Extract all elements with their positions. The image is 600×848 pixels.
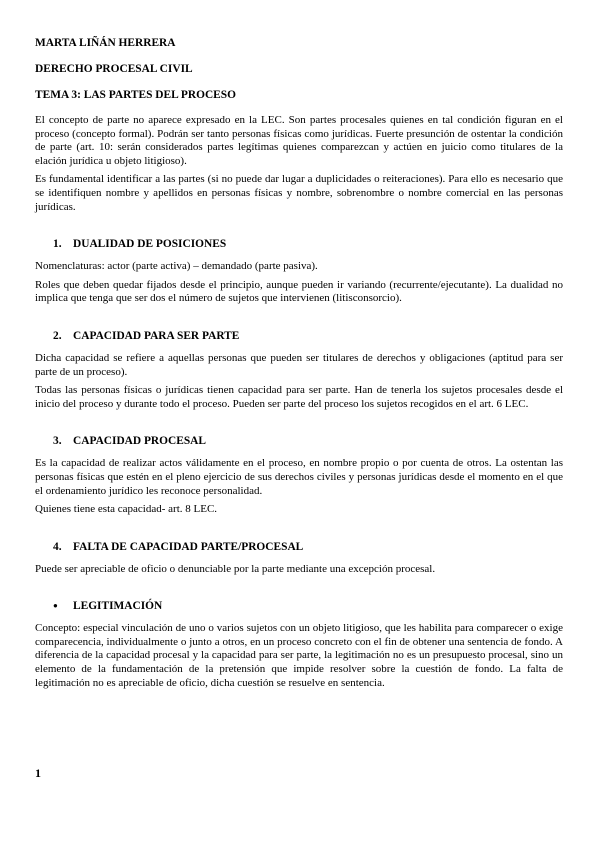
section-title: FALTA DE CAPACIDAD PARTE/PROCESAL xyxy=(73,540,304,553)
section-paragraph: Es la capacidad de realizar actos válidamente en el proceso, en nombre propio o por cuenta de otros. La ostentan las personas físicas que estén en el pleno ejercicio de sus derechos civiles y personas jurídicas desde el momento en el que el ordenamiento jurídico les reconoce personalidad. xyxy=(35,457,563,497)
document-page xyxy=(35,36,563,695)
section-title: CAPACIDAD PROCESAL xyxy=(73,435,206,448)
section-number: 2. xyxy=(53,329,62,342)
section-paragraph: Puede ser apreciable de oficio o denunciable por la parte mediante una excepción procesal. xyxy=(35,562,436,575)
intro-paragraph: El concepto de parte no aparece expresado en la LEC. Son partes procesales quienes en tal condición figuran en el proceso (concepto formal). Podrán ser tanto personas físicas como jurídicas. Fuerte presunción de ostentar la condición de parte (art. 10: serán considerados partes legítimas quienes comparezcan y actúen en juicio como titulares de la elación jurídica u objeto litigioso). xyxy=(35,114,563,167)
intro-paragraph: Es fundamental identificar a las partes (si no puede dar lugar a duplicidades o reiteraciones). Para ello es necesario que se identifiquen nombre y apellidos en personas físicas y nombre, sobrenombre o nombre comercial en las personas jurídicas. xyxy=(35,173,563,213)
section-heading-capacidad-procesal xyxy=(35,434,563,448)
subject-title: DERECHO PROCESAL CIVIL xyxy=(35,63,193,75)
section-title: CAPACIDAD PARA SER PARTE xyxy=(73,329,240,342)
section-title: DUALIDAD DE POSICIONES xyxy=(73,238,227,251)
section-paragraph: Quienes tiene esta capacidad- art. 8 LEC. xyxy=(35,503,218,516)
author-name: MARTA LIÑÁN HERRERA xyxy=(35,37,176,49)
topic-title: TEMA 3: LAS PARTES DEL PROCESO xyxy=(35,89,236,101)
section-heading-falta-capacidad xyxy=(35,540,563,554)
section-paragraph: Roles que deben quedar fijados desde el principio, aunque pueden ir variando (recurrente/ejecutante). La dualidad no implica que tenga que ser dos el número de sujetos que intervienen (litisconsorcio). xyxy=(35,278,563,305)
section-heading-capacidad-parte xyxy=(35,329,563,343)
section-paragraph: Todas las personas físicas o jurídicas tienen capacidad para ser parte. Han de tenerla los sujetos procesales desde el inicio del proceso y durante todo el proceso. Pueden ser parte del proceso los sujetos recogidos en el art. 6 LEC. xyxy=(35,384,563,410)
section-paragraph: Dicha capacidad se refiere a aquellas personas que pueden ser titulares de derechos y obligaciones (aptitud para ser parte de un proceso). xyxy=(35,351,563,378)
section-number: 3. xyxy=(53,435,62,448)
section-number: 4. xyxy=(53,540,62,553)
section-title: LEGITIMACIÓN xyxy=(73,600,163,613)
section-heading-legitimacion xyxy=(35,599,563,613)
page-number: 1 xyxy=(35,766,41,780)
section-number: 1. xyxy=(53,238,62,251)
bullet-icon: ● xyxy=(53,601,58,611)
section-paragraph: Nomenclaturas: actor (parte activa) – demandado (parte pasiva). xyxy=(35,260,318,273)
section-heading-dualidad xyxy=(35,237,563,251)
section-paragraph: Concepto: especial vinculación de uno o varios sujetos con un objeto litigioso, que les habilita para comparecer o exige comparecencia, individualmente o junto a otros, en un proceso concreto con el fin de obtener una sentencia de fondo. A diferencia de la capacidad procesal y la capacidad para ser parte, la legitimación no es un presupuesto procesal, sino un elemento de la fundamentación de la pretensión que impide resolver sobre la cuestión de fondo. La falta de legitimación no es apreciable de oficio, dicha cuestión se resuelve en sentencia. xyxy=(35,622,563,689)
